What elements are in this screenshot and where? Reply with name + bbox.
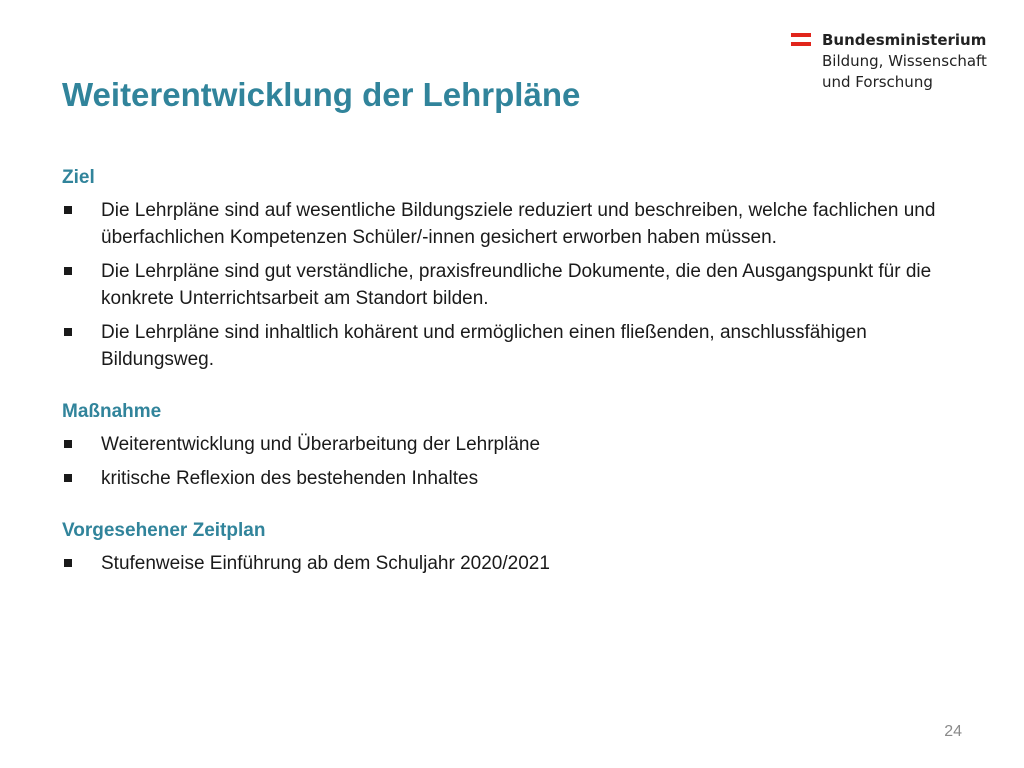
logo-line-3: und Forschung: [822, 73, 933, 91]
bullet-list: [62, 431, 962, 492]
bullet-item: [62, 550, 962, 577]
bullet-text: Die Lehrpläne sind inhaltlich kohärent und ermöglichen einen fließenden, anschlussfähigen Bildungsweg.: [101, 322, 867, 370]
bullet-item: [62, 465, 962, 492]
bullet-item: [62, 431, 962, 458]
bullet-text: Die Lehrpläne sind gut verständliche, praxisfreundliche Dokumente, die den Ausgangspunkt für die konkrete Unterrichtsarbeit am Standort bilden.: [101, 261, 932, 309]
square-bullet-icon: [64, 328, 72, 336]
logo-line-1: Bundesministerium: [822, 31, 987, 49]
flag-stripe-bottom: [791, 42, 811, 46]
bullet-item: [62, 258, 962, 312]
austrian-flag-icon: [791, 33, 811, 46]
bullet-text: kritische Reflexion des bestehenden Inhaltes: [101, 468, 479, 489]
square-bullet-icon: [64, 267, 72, 275]
bullet-text: Die Lehrpläne sind auf wesentliche Bildungsziele reduziert und beschreiben, welche fachlichen und überfachlichen Kompetenzen Schüler/-innen gesichert erworben haben müssen.: [101, 200, 936, 248]
section-ziel: [62, 164, 962, 373]
square-bullet-icon: [64, 559, 72, 567]
square-bullet-icon: [64, 206, 72, 214]
logo-line-2: Bildung, Wissenschaft: [822, 52, 987, 70]
bullet-item: [62, 197, 962, 251]
bullet-list: [62, 197, 962, 373]
flag-stripe-top: [791, 33, 811, 37]
slide-content: [62, 164, 962, 584]
section-heading: Vorgesehener Zeitplan: [62, 520, 266, 541]
logo-text: [822, 30, 987, 93]
bullet-list: [62, 550, 962, 577]
slide-title: Weiterentwicklung der Lehrpläne: [62, 76, 581, 113]
bullet-item: [62, 319, 962, 373]
section-heading: Ziel: [62, 167, 95, 188]
square-bullet-icon: [64, 474, 72, 482]
bullet-text: Stufenweise Einführung ab dem Schuljahr 2020/2021: [101, 553, 550, 574]
section-massnahme: [62, 398, 962, 492]
ministry-logo: [791, 30, 1001, 96]
square-bullet-icon: [64, 440, 72, 448]
page-number: 24: [944, 723, 962, 740]
section-zeitplan: [62, 517, 962, 577]
bullet-text: Weiterentwicklung und Überarbeitung der Lehrpläne: [101, 434, 541, 455]
section-heading: Maßnahme: [62, 401, 162, 422]
